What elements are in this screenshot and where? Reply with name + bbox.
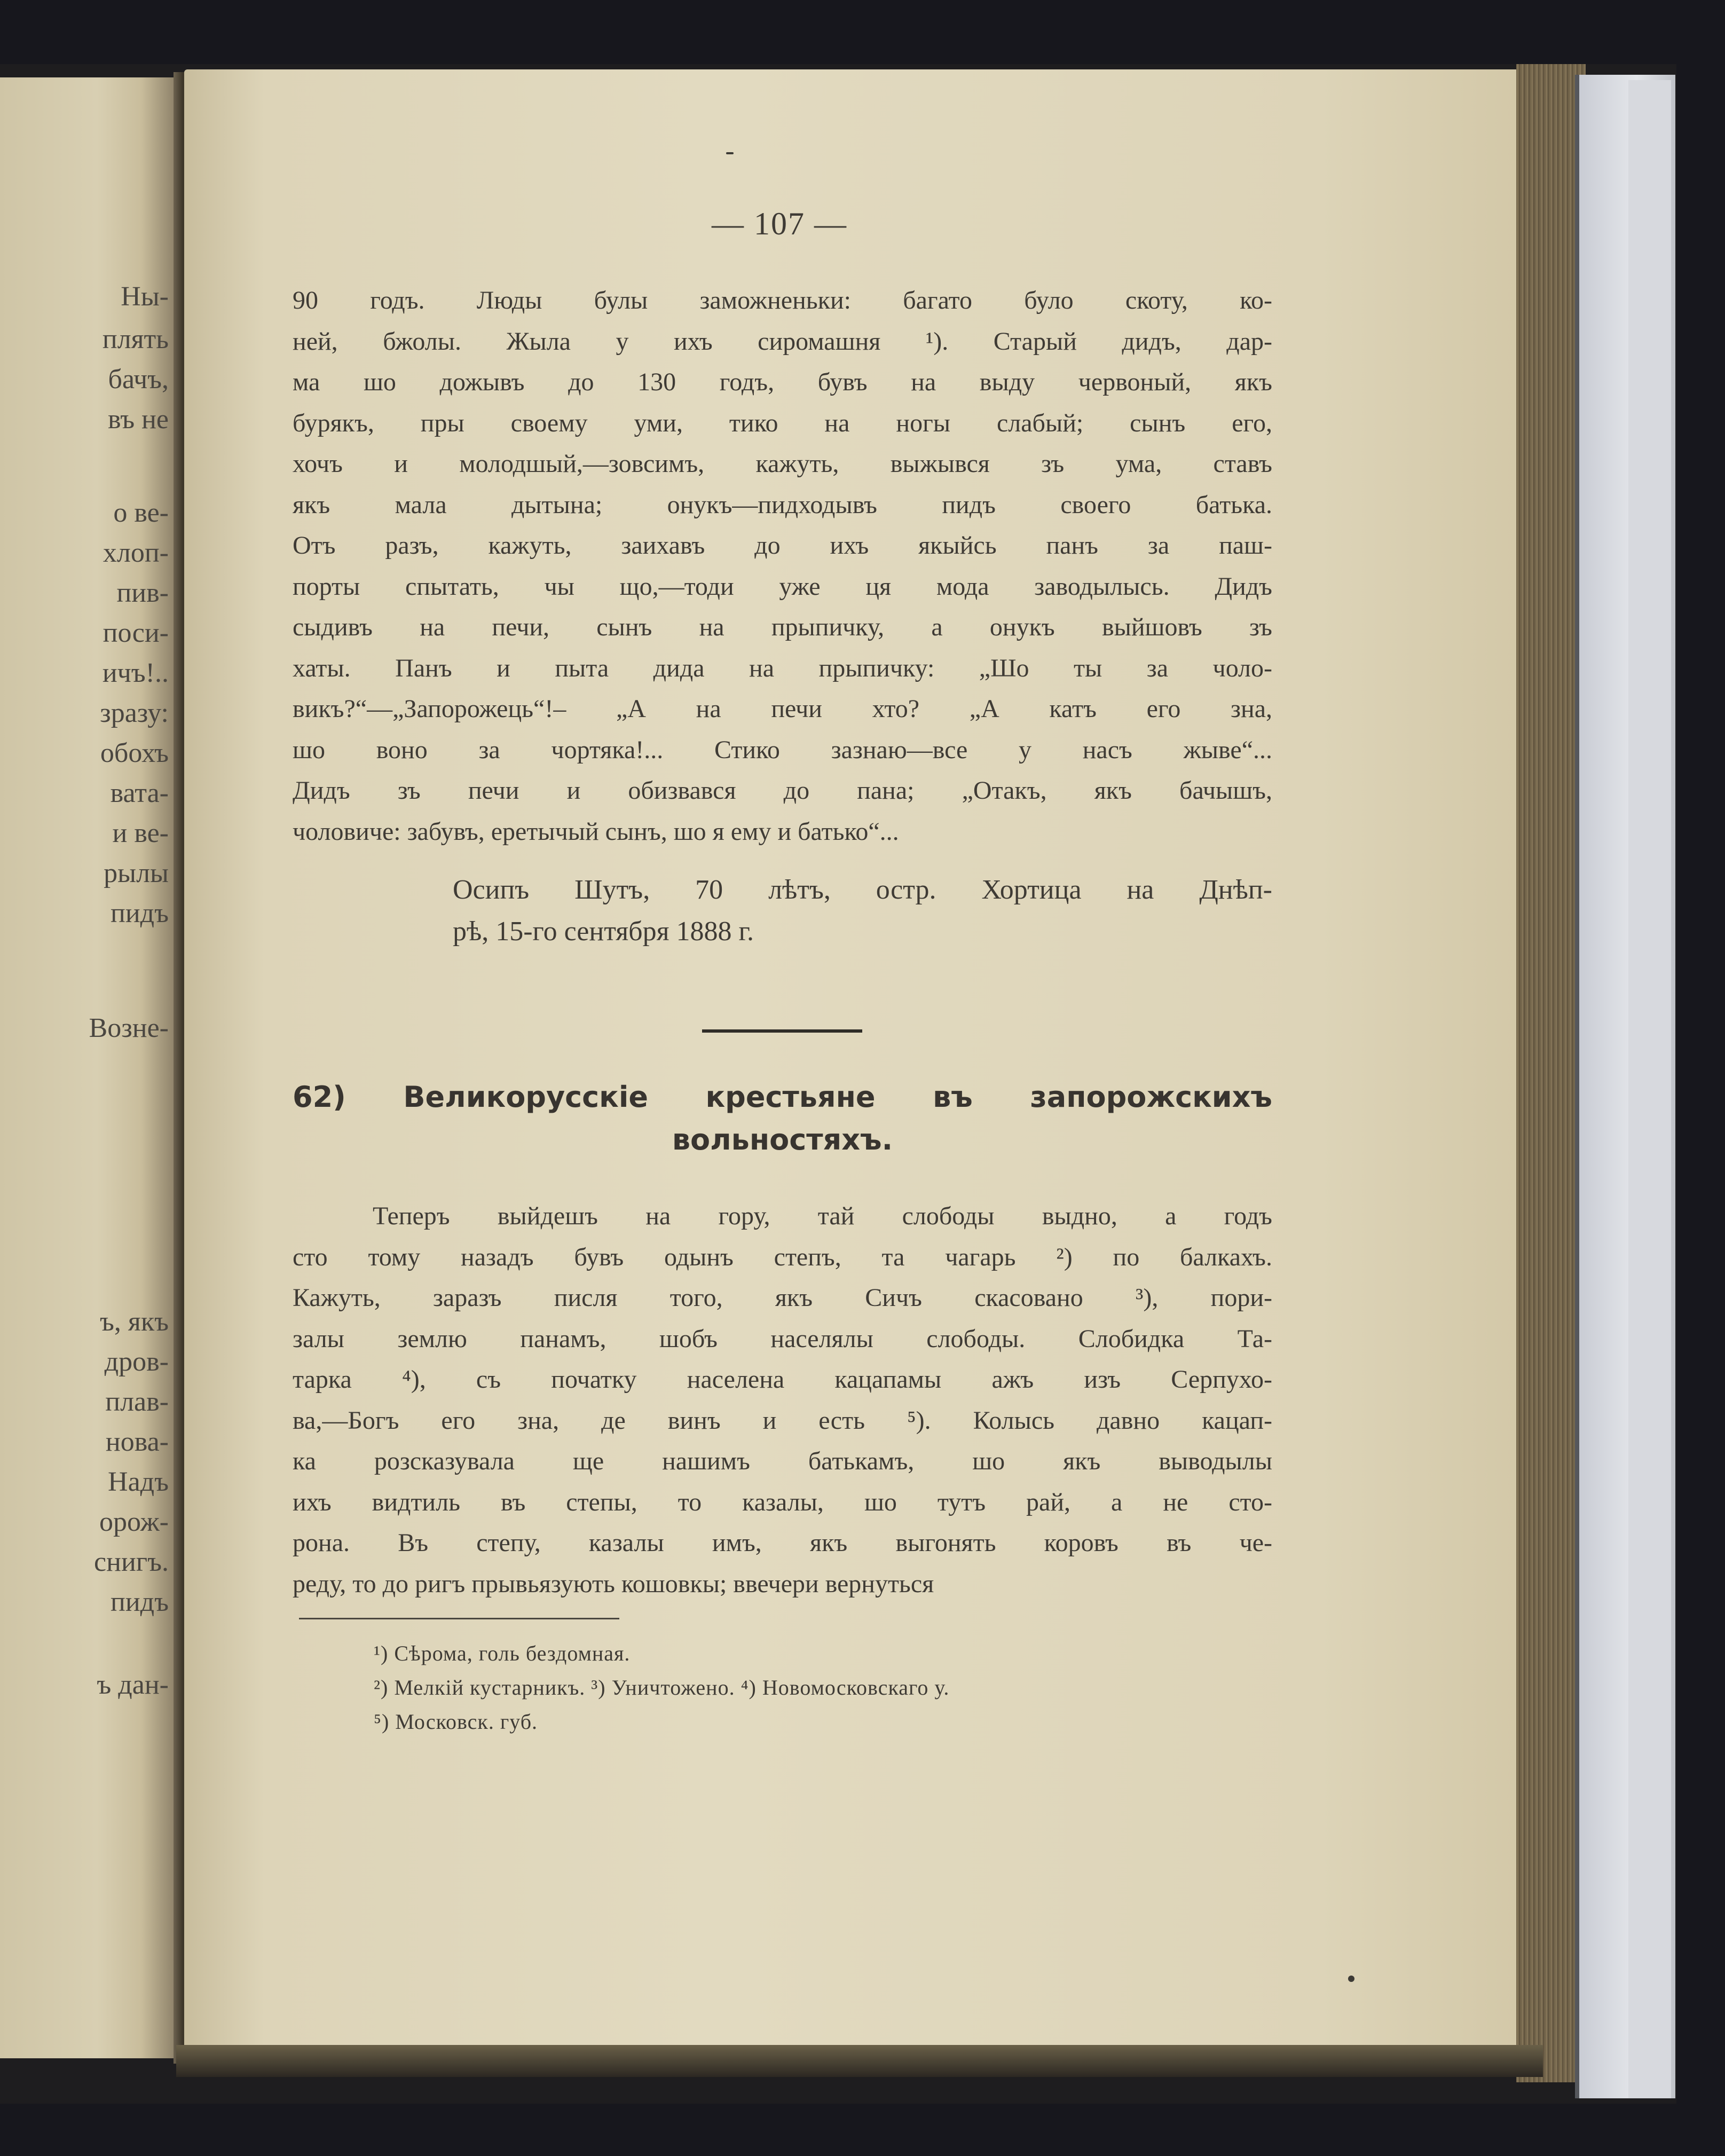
- left-page-text-fragment: вата-: [110, 778, 169, 808]
- left-page-text-fragment: пидъ: [110, 898, 169, 929]
- text-line: чоловиче: забувъ, еретычый сынъ, шо я ему и батько“...: [293, 817, 899, 846]
- left-page-text-fragment: Возне-: [89, 1013, 169, 1043]
- left-page-text-fragment: обохъ: [100, 738, 169, 768]
- left-page-text-fragment: ъ дан-: [97, 1670, 169, 1700]
- signature-line: рѣ, 15-го сентября 1888 г.: [453, 916, 754, 947]
- text-line: ва,—Богъ его зна, де винъ и есть ⁵). Колысь давно кацап-: [293, 1406, 1272, 1435]
- paragraph-2: [293, 1196, 1272, 1604]
- page-number: — 107 —: [712, 206, 847, 241]
- paper-speck: [726, 152, 734, 154]
- bottom-shadow: [176, 2045, 1543, 2077]
- text-line: залы землю панамъ, шобъ населялы слободы. Слобидка Та-: [293, 1324, 1272, 1353]
- left-page-text-fragment: хлоп-: [103, 538, 169, 568]
- left-page-text-fragment: снигъ.: [94, 1547, 169, 1577]
- footnote: ²) Мелкій кустарникъ. ³) Уничтожено. ⁴) Новомосковскаго у.: [374, 1675, 950, 1699]
- narrator-signature: [453, 869, 1272, 953]
- footnote-rule: [299, 1618, 619, 1619]
- footnote: ⁵) Московск. губ.: [374, 1710, 538, 1734]
- left-page: [0, 77, 176, 2058]
- left-page-text-fragment: о ве-: [113, 498, 169, 528]
- text-line: Дидъ зъ печи и обизвався до пана; „Отакъ, якъ бачышъ,: [293, 776, 1272, 805]
- text-line: бурякъ, пры своему уми, тико на ногы слабый; сынъ его,: [293, 408, 1272, 437]
- section-heading-line: 62) Великорусскіе крестьяне въ запорожскихъ: [293, 1080, 1272, 1114]
- left-page-text-fragment: Ны-: [121, 281, 169, 312]
- section-heading: [293, 1076, 1272, 1161]
- cover-board-strip: [1628, 80, 1671, 2098]
- text-line: сто тому назадъ бувъ одынъ степъ, та чагарь ²) по балкахъ.: [293, 1242, 1272, 1271]
- text-line: Кажуть, заразъ писля того, якъ Сичъ скасовано ³), пори-: [293, 1284, 1272, 1312]
- text-line: якъ мала дытына; онукъ—пидходывъ пидъ своего батька.: [293, 490, 1272, 519]
- left-page-text-fragment: зразу:: [100, 698, 169, 728]
- text-line: ихъ видтиль въ степы, то казалы, шо тутъ рай, а не сто-: [293, 1488, 1272, 1516]
- left-page-text-fragment: Надъ: [108, 1467, 169, 1497]
- left-page-text-fragment: дров-: [104, 1347, 169, 1377]
- section-divider: [702, 1029, 862, 1033]
- left-page-text-fragment: ъ, якъ: [100, 1307, 169, 1337]
- text-line: 90 годъ. Люды булы заможненьки: багато було скоту, ко-: [293, 286, 1272, 314]
- left-page-text-fragment: рылы: [104, 858, 169, 888]
- text-line: порты спытать, чы що,—тоди уже ця мода заводылысь. Дидъ: [293, 572, 1272, 601]
- text-line: викъ?“—„Запорожець“!– „А на печи хто? „А катъ его зна,: [293, 695, 1272, 723]
- section-heading-line: вольностяхъ.: [672, 1123, 893, 1156]
- left-page-text-fragment: ичъ!..: [102, 658, 169, 688]
- text-line: хаты. Панъ и пыта дида на прыпичку: „Шо ты за чоло-: [293, 654, 1272, 682]
- text-line: шо воно за чортяка!... Стико зазнаю—все у насъ жыве“...: [293, 735, 1272, 764]
- text-line: ма шо дожывъ до 130 годъ, бувъ на выду червоный, якъ: [293, 368, 1272, 396]
- left-page-text-fragment: и ве-: [112, 818, 169, 848]
- text-line: ней, бжолы. Жыла у ихъ сиромашня ¹). Старый дидъ, дар-: [293, 327, 1272, 356]
- text-line: хочъ и молодшый,—зовсимъ, кажуть, выжывся зъ ума, ставъ: [293, 450, 1272, 478]
- left-page-text-fragment: бачъ,: [108, 364, 169, 395]
- left-page-text-fragment: пив-: [116, 578, 169, 608]
- paragraph-1: [293, 280, 1272, 852]
- text-line: рона. Въ степу, казалы имъ, якъ выгонять коровъ въ че-: [293, 1529, 1272, 1557]
- text-line: Отъ разъ, кажуть, заихавъ до ихъ якыйсь панъ за паш-: [293, 531, 1272, 560]
- footnotes: [374, 1636, 949, 1739]
- left-page-text-fragment: плав-: [105, 1387, 169, 1417]
- signature-line: Осипъ Шутъ, 70 лѣтъ, остр. Хортица на Днѣп-: [453, 875, 1272, 905]
- left-page-text-fragment: орож-: [99, 1507, 169, 1537]
- left-page-text-fragment: нова-: [105, 1427, 169, 1457]
- left-page-text-fragment: плять: [102, 324, 169, 355]
- left-page-text-fragment: поси-: [103, 618, 169, 648]
- text-line: реду, то до ригъ прывьязують кошовкы; ввечери вернуться: [293, 1569, 934, 1598]
- paper-speck: [1348, 1976, 1354, 1982]
- text-line: ка розсказувала ще нашимъ батькамъ, шо якъ выводылы: [293, 1447, 1272, 1475]
- text-line: сыдивъ на печи, сынъ на прыпичку, а онукъ выйшовъ зъ: [293, 613, 1272, 641]
- left-page-text-fragment: пидъ: [110, 1587, 169, 1617]
- text-line: Теперъ выйдешъ на гору, тай слободы выдно, а годъ: [373, 1202, 1272, 1230]
- left-page-text-fragment: въ не: [107, 404, 169, 435]
- text-line: тарка ⁴), съ початку населена кацапамы ажъ изъ Серпухо-: [293, 1365, 1272, 1394]
- footnote: ¹) Сѣрома, голь бездомная.: [374, 1641, 631, 1665]
